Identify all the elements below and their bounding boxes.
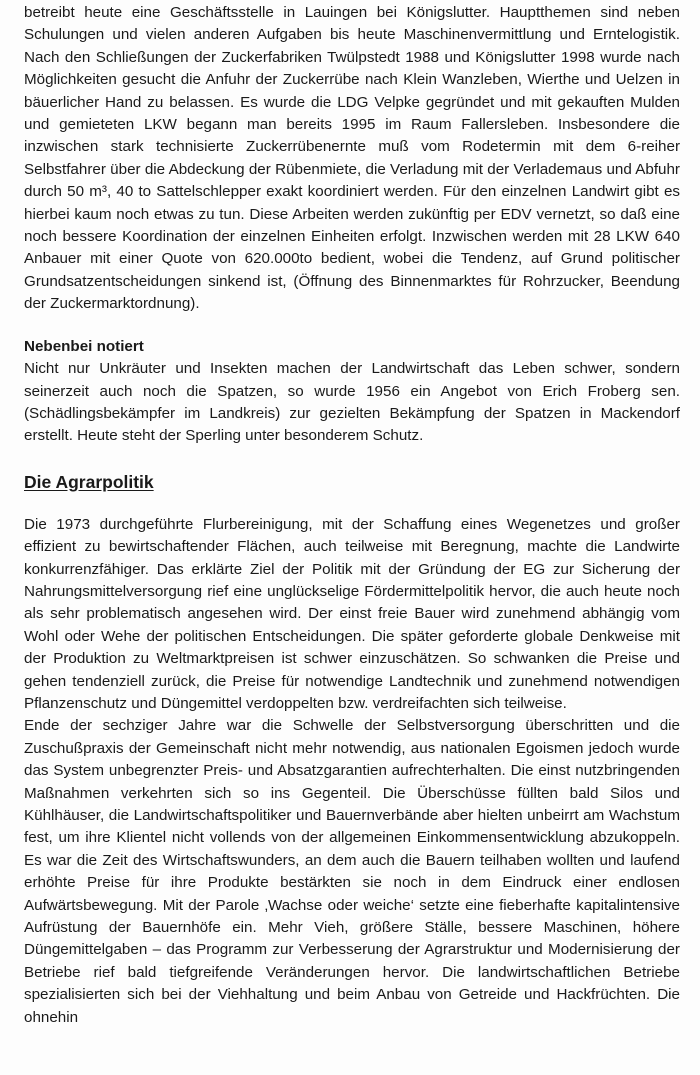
document-page [24, 2, 680, 1029]
paragraph-agrarpolitik-2: Ende der sechziger Jahre war die Schwelle der Selbstversorgung überschritten und die Zuschußpraxis der Gemeinschaft nicht mehr notwendig, aus nationalen Egoismen jedoch wurde das System unbegrenzter Preis- und Absatzgarantien aufrechterhalten. Die einst nutzbringenden Maßnahmen verkehrten sich so ins Gegenteil. Die Überschüsse füllten bald Silos und Kühlhäuser, die Landwirtschaftspolitiker und Bauernverbände aber hielten unbeirrt am Wachstum fest, um ihre Klientel nicht vollends von der allgemeinen Einkommensentwicklung abzukoppeln. Es war die Zeit des Wirtschaftswunders, an dem auch die Bauern teilhaben wollten und laufend erhöhte Preise für ihre Produkte bestärkten sie noch in dem Eindruck einer endlosen Aufwärtsbewegung. Mit der Parole ‚Wachse oder weiche‘ setzte eine fieberhafte kapitalintensive Aufrüstung der Bauernhöfe ein. Mehr Vieh, größere Ställe, bessere Maschinen, höhere Düngemittelgaben – das Programm zur Verbesserung der Agrarstruktur und Modernisierung der Betriebe rief bald tiefgreifende Veränderungen hervor. Die landwirtschaftlichen Betriebe spezialisierten sich bei der Viehhaltung und beim Anbau von Getreide und Hackfrüchten. Die ohnehin [24, 717, 680, 1026]
paragraph-nebenbei-notiert: Nicht nur Unkräuter und Insekten machen der Landwirtschaft das Leben schwer, sondern seinerzeit auch noch die Spatzen, so wurde 1956 ein Angebot von Erich Froberg sen.(Schädlingsbekämpfer im Landkreis) zur gezielten Bekämpfung der Spatzen in Mackendorf erstellt. Heute steht der Sperling unter besonderem Schutz. [24, 360, 680, 445]
paragraph-agrarpolitik-1: Die 1973 durchgeführte Flurbereinigung, mit der Schaffung eines Wegenetzes und großer effizient zu bewirtschaftender Flächen, auch teilweise mit Beregnung, machte die Landwirte konkurrenzfähiger. Das erklärte Ziel der Politik mit der Gründung der EG zur Sicherung der Nahrungsmittelversorgung rief eine unglückselige Fördermittelpolitik hervor, die auch heute noch als sehr problematisch angesehen wird. Der einst freie Bauer wird zunehmend abhängig vom Wohl oder Wehe der politischen Entscheidungen. Die später geforderte globale Denkweise mit der Produktion zu Weltmarktpreisen ist schwer einzuschätzen. So schwanken die Preise und gehen tendenziell zurück, die Preise für notwendige Landtechnik und zunehmend notwendigen Pflanzenschutz und Düngemittel verdoppelten bzw. verdreifachten sich teilweise. [24, 515, 680, 712]
section-title-agrarpolitik: Die Agrarpolitik [24, 471, 154, 492]
subheading-nebenbei-notiert: Nebenbei notiert [24, 337, 144, 355]
paragraph-intro: betreibt heute eine Geschäftsstelle in Lauingen bei Königslutter. Hauptthemen sind neben Schulungen und vielen anderen Aufgaben bis heute Maschinenvermittlung und Erntelogistik. Nach den Schließungen der Zuckerfabriken Twülpstedt 1988 und Königslutter 1998 wurde nach Möglichkeiten gesucht die Anfuhr der Zuckerrübe nach Klein Wanzleben, Wierthe und Uelzen in bäuerlicher Hand zu belassen. Es wurde die LDG Velpke gegründet und mit gekauften Mulden und gemieteten LKW begann man bereits 1995 im Raum Fallersleben. Insbesondere die inzwischen stark technisierte Zuckerrübenernte muß vom Rodetermin mit dem 6-reiher Selbstfahrer über die Abdeckung der Rübenmiete, die Verladung mit der Verlademaus und Abfuhr durch 50 m³, 40 to Sattelschlepper exakt koordiniert werden. Für den einzelnen Landwirt gibt es hierbei kaum noch etwas zu tun. Diese Arbeiten werden zukünftig per EDV vernetzt, so daß eine noch bessere Koordination der einzelnen Einheiten erfolgt. Inzwischen werden mit 28 LKW 640 Anbauer mit einer Quote von 620.000to bedient, wobei die Tendenz, auf Grund politischer Grundsatzentscheidungen sinkend ist, (Öffnung des Binnenmarktes für Rohrzucker, Beendung der Zuckermarktordnung). [24, 4, 680, 313]
